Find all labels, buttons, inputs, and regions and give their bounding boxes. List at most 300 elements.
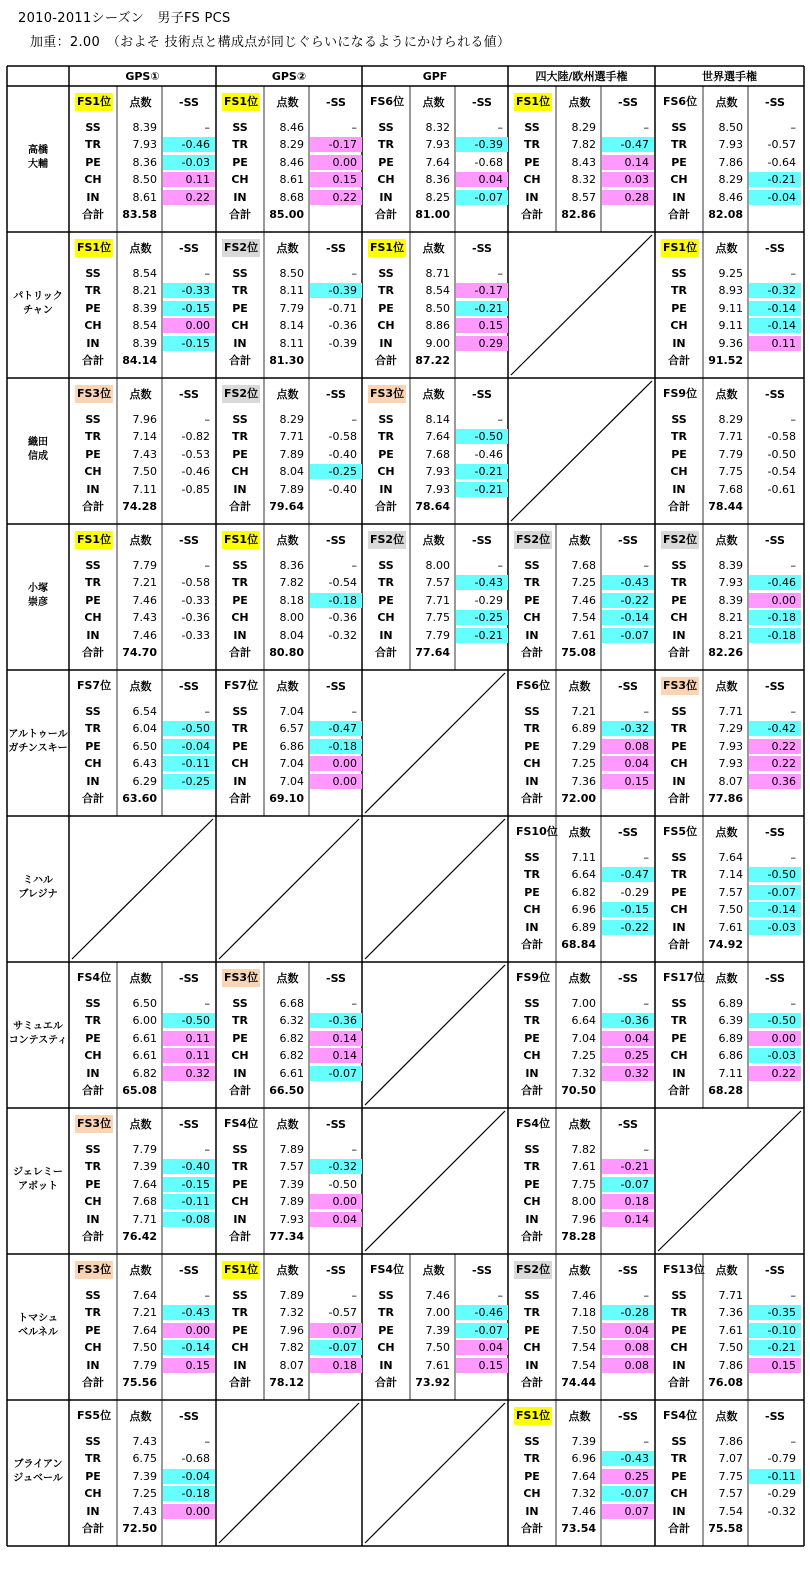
component-diff: 0.04 bbox=[332, 1212, 357, 1226]
no-entry-diagonal bbox=[365, 673, 505, 813]
component-diff: 0.07 bbox=[624, 1504, 649, 1518]
component-label: CH bbox=[231, 1341, 249, 1355]
component-score: 7.93 bbox=[718, 138, 743, 152]
component-diff: 0.15 bbox=[185, 1358, 210, 1372]
component-score: 6.86 bbox=[718, 1049, 743, 1063]
component-score: 7.64 bbox=[132, 1289, 157, 1302]
rank-badge: FS1位 bbox=[661, 239, 699, 257]
component-label: CH bbox=[523, 903, 541, 917]
component-label: SS bbox=[85, 1435, 101, 1448]
component-diff: -0.58 bbox=[328, 430, 357, 444]
component-score: 7.54 bbox=[718, 1504, 743, 1518]
component-score: 6.75 bbox=[132, 1452, 157, 1466]
component-score: 7.50 bbox=[132, 1341, 157, 1355]
component-score: 7.75 bbox=[425, 611, 450, 625]
total-label: 合計 bbox=[229, 1376, 251, 1389]
total-score: 74.92 bbox=[708, 938, 743, 951]
component-label: IN bbox=[379, 482, 393, 496]
component-score: 6.61 bbox=[279, 1066, 304, 1080]
component-diff: 0.15 bbox=[478, 319, 503, 333]
component-diff: 0.00 bbox=[185, 319, 210, 333]
component-score: 7.50 bbox=[425, 1341, 450, 1355]
component-score: 7.46 bbox=[132, 628, 157, 642]
component-label: CH bbox=[670, 611, 688, 625]
total-label: 合計 bbox=[668, 1376, 690, 1389]
component-label: TR bbox=[85, 430, 101, 444]
component-label: CH bbox=[231, 1195, 249, 1209]
component-diff: -0.11 bbox=[181, 757, 210, 771]
component-diff: -0.29 bbox=[767, 1487, 796, 1501]
component-diff: -0.46 bbox=[181, 138, 210, 152]
component-diff: -0.22 bbox=[620, 593, 649, 607]
component-score: 6.64 bbox=[571, 1014, 596, 1028]
component-diff: – bbox=[351, 559, 357, 572]
component-label: IN bbox=[672, 1066, 686, 1080]
component-diff: – bbox=[204, 1435, 210, 1448]
total-score: 74.28 bbox=[122, 500, 157, 513]
component-score: 9.11 bbox=[718, 301, 743, 315]
total-score: 73.92 bbox=[415, 1376, 450, 1389]
total-label: 合計 bbox=[82, 1376, 104, 1389]
rank-badge: FS1位 bbox=[75, 531, 113, 549]
component-diff: -0.46 bbox=[767, 576, 796, 590]
component-label: PE bbox=[378, 1323, 394, 1337]
component-label: PE bbox=[85, 1031, 101, 1045]
component-score: 7.64 bbox=[132, 1177, 157, 1191]
component-label: IN bbox=[672, 774, 686, 788]
component-diff: -0.50 bbox=[767, 1014, 796, 1028]
component-score: 7.79 bbox=[279, 301, 304, 315]
component-score: 6.89 bbox=[718, 1031, 743, 1045]
total-label: 合計 bbox=[521, 1230, 543, 1243]
component-diff: -0.53 bbox=[181, 447, 210, 461]
component-label: IN bbox=[233, 1066, 247, 1080]
component-diff: 0.32 bbox=[624, 1066, 649, 1080]
component-label: SS bbox=[524, 1143, 540, 1156]
component-diff: 0.00 bbox=[185, 1323, 210, 1337]
component-score: 7.96 bbox=[571, 1212, 596, 1226]
component-score: 7.32 bbox=[571, 1487, 596, 1501]
component-score: 7.93 bbox=[279, 1212, 304, 1226]
points-header: 点数 bbox=[129, 1118, 152, 1131]
component-score: 7.29 bbox=[718, 722, 743, 736]
component-label: TR bbox=[524, 576, 540, 590]
component-diff: – bbox=[204, 121, 210, 134]
component-diff: -0.36 bbox=[620, 1014, 649, 1028]
rank-badge: FS3位 bbox=[75, 385, 113, 403]
points-header: 点数 bbox=[422, 1264, 445, 1277]
component-score: 8.00 bbox=[571, 1195, 596, 1209]
minus-ss-header: -SS bbox=[326, 1118, 346, 1131]
component-score: 6.50 bbox=[132, 997, 157, 1010]
minus-ss-header: -SS bbox=[472, 1264, 492, 1277]
component-score: 7.11 bbox=[718, 1066, 743, 1080]
total-score: 75.08 bbox=[561, 646, 596, 659]
rank-badge: FS7位 bbox=[224, 679, 259, 692]
component-diff: 0.22 bbox=[771, 1066, 796, 1080]
component-score: 6.89 bbox=[571, 722, 596, 736]
component-label: SS bbox=[232, 997, 248, 1010]
component-label: IN bbox=[525, 920, 539, 934]
component-diff: -0.50 bbox=[181, 1014, 210, 1028]
minus-ss-header: -SS bbox=[326, 534, 346, 547]
minus-ss-header: -SS bbox=[326, 972, 346, 985]
total-score: 74.70 bbox=[122, 646, 157, 659]
component-score: 7.68 bbox=[132, 1195, 157, 1209]
component-score: 7.07 bbox=[718, 1452, 743, 1466]
component-score: 7.89 bbox=[279, 1143, 304, 1156]
component-diff: 0.11 bbox=[185, 1031, 210, 1045]
component-score: 8.39 bbox=[132, 301, 157, 315]
component-label: SS bbox=[232, 559, 248, 572]
component-diff: -0.32 bbox=[620, 722, 649, 736]
component-diff: -0.43 bbox=[181, 1306, 210, 1320]
component-diff: 0.22 bbox=[185, 190, 210, 204]
component-diff: 0.04 bbox=[624, 1323, 649, 1337]
total-label: 合計 bbox=[668, 792, 690, 805]
component-diff: -0.36 bbox=[328, 1014, 357, 1028]
component-diff: -0.71 bbox=[328, 301, 357, 315]
component-score: 7.64 bbox=[132, 1323, 157, 1337]
component-score: 7.93 bbox=[425, 465, 450, 479]
skater-name-line: パトリック bbox=[13, 291, 63, 302]
total-label: 合計 bbox=[82, 1084, 104, 1097]
total-label: 合計 bbox=[375, 354, 397, 367]
points-header: 点数 bbox=[422, 534, 445, 547]
component-diff: -0.64 bbox=[767, 155, 796, 169]
component-label: IN bbox=[379, 1358, 393, 1372]
component-diff: -0.50 bbox=[767, 868, 796, 882]
component-label: PE bbox=[85, 739, 101, 753]
component-label: SS bbox=[378, 559, 394, 572]
component-score: 7.21 bbox=[132, 1306, 157, 1320]
points-header: 点数 bbox=[129, 534, 152, 547]
component-score: 7.96 bbox=[132, 413, 157, 426]
component-label: TR bbox=[524, 1160, 540, 1174]
skater-name-line: 小塚 bbox=[28, 583, 48, 594]
rank-badge: FS3位 bbox=[75, 1261, 113, 1279]
component-score: 6.96 bbox=[571, 903, 596, 917]
component-score: 7.57 bbox=[718, 885, 743, 899]
total-score: 82.26 bbox=[708, 646, 743, 659]
minus-ss-header: -SS bbox=[326, 96, 346, 109]
component-score: 6.86 bbox=[279, 739, 304, 753]
component-label: IN bbox=[525, 1066, 539, 1080]
component-score: 7.89 bbox=[279, 447, 304, 461]
component-diff: -0.43 bbox=[620, 1452, 649, 1466]
component-score: 7.57 bbox=[718, 1487, 743, 1501]
rank-badge: FS5位 bbox=[663, 825, 698, 838]
component-label: SS bbox=[671, 997, 687, 1010]
component-diff: – bbox=[497, 121, 503, 134]
no-entry-diagonal bbox=[365, 965, 505, 1105]
rank-badge: FS6位 bbox=[370, 95, 405, 108]
component-score: 6.82 bbox=[279, 1031, 304, 1045]
component-label: TR bbox=[671, 576, 687, 590]
total-label: 合計 bbox=[229, 792, 251, 805]
skater-name-line: ブライアン bbox=[13, 1459, 63, 1470]
component-diff: -0.79 bbox=[767, 1452, 796, 1466]
component-diff: -0.57 bbox=[767, 138, 796, 152]
component-score: 8.50 bbox=[425, 301, 450, 315]
rank-badge: FS2位 bbox=[514, 1261, 552, 1279]
component-score: 6.61 bbox=[132, 1031, 157, 1045]
component-diff: – bbox=[351, 267, 357, 280]
component-score: 6.04 bbox=[132, 722, 157, 736]
component-score: 6.50 bbox=[132, 739, 157, 753]
component-score: 8.46 bbox=[279, 121, 304, 134]
component-diff: -0.25 bbox=[328, 465, 357, 479]
component-label: CH bbox=[231, 319, 249, 333]
rank-badge: FS10位 bbox=[516, 825, 558, 838]
minus-ss-header: -SS bbox=[765, 388, 785, 401]
skater-name-line: 高橋 bbox=[28, 145, 48, 156]
rank-badge: FS2位 bbox=[514, 531, 552, 549]
component-label: CH bbox=[84, 1049, 102, 1063]
rank-badge: FS1位 bbox=[222, 531, 260, 549]
total-score: 78.12 bbox=[269, 1376, 304, 1389]
component-diff: -0.21 bbox=[767, 1341, 796, 1355]
component-score: 7.71 bbox=[718, 1289, 743, 1302]
component-diff: -0.68 bbox=[181, 1452, 210, 1466]
rank-badge: FS4位 bbox=[516, 1117, 551, 1130]
points-header: 点数 bbox=[715, 1264, 738, 1277]
component-label: PE bbox=[524, 593, 540, 607]
points-header: 点数 bbox=[276, 242, 299, 255]
component-diff: -0.32 bbox=[767, 1504, 796, 1518]
points-header: 点数 bbox=[715, 972, 738, 985]
component-diff: -0.39 bbox=[328, 336, 357, 350]
component-diff: -0.21 bbox=[474, 628, 503, 642]
component-label: SS bbox=[85, 121, 101, 134]
component-score: 7.39 bbox=[132, 1469, 157, 1483]
component-score: 7.93 bbox=[425, 138, 450, 152]
component-label: SS bbox=[524, 851, 540, 864]
component-diff: – bbox=[643, 1435, 649, 1448]
component-score: 8.21 bbox=[718, 628, 743, 642]
component-score: 8.57 bbox=[571, 190, 596, 204]
component-diff: -0.85 bbox=[181, 482, 210, 496]
component-score: 7.82 bbox=[571, 138, 596, 152]
skater-name-line: 信成 bbox=[28, 451, 48, 462]
component-score: 8.04 bbox=[279, 465, 304, 479]
component-label: CH bbox=[670, 1487, 688, 1501]
component-diff: – bbox=[643, 1143, 649, 1156]
component-diff: -0.46 bbox=[474, 447, 503, 461]
rank-badge: FS7位 bbox=[77, 679, 112, 692]
total-label: 合計 bbox=[375, 646, 397, 659]
points-header: 点数 bbox=[129, 1410, 152, 1423]
component-label: CH bbox=[231, 1049, 249, 1063]
component-label: PE bbox=[524, 1469, 540, 1483]
component-diff: -0.04 bbox=[181, 739, 210, 753]
total-label: 合計 bbox=[229, 500, 251, 513]
component-label: CH bbox=[523, 611, 541, 625]
skater-name bbox=[7, 1166, 69, 1194]
component-diff: – bbox=[204, 997, 210, 1010]
rank-badge: FS2位 bbox=[368, 531, 406, 549]
component-label: SS bbox=[85, 705, 101, 718]
skater-name-line: チャン bbox=[23, 305, 53, 316]
component-score: 7.68 bbox=[571, 559, 596, 572]
component-label: TR bbox=[524, 722, 540, 736]
component-score: 7.25 bbox=[571, 757, 596, 771]
component-diff: -0.14 bbox=[767, 903, 796, 917]
total-label: 合計 bbox=[668, 1522, 690, 1535]
component-score: 8.61 bbox=[132, 190, 157, 204]
component-diff: – bbox=[204, 559, 210, 572]
component-diff: -0.14 bbox=[767, 301, 796, 315]
component-label: SS bbox=[671, 121, 687, 134]
component-score: 7.46 bbox=[425, 1289, 450, 1302]
component-score: 6.61 bbox=[132, 1049, 157, 1063]
total-label: 合計 bbox=[668, 354, 690, 367]
component-label: SS bbox=[85, 413, 101, 426]
total-score: 84.14 bbox=[122, 354, 157, 367]
component-label: IN bbox=[233, 482, 247, 496]
component-label: SS bbox=[232, 413, 248, 426]
total-score: 82.86 bbox=[561, 208, 596, 221]
component-score: 6.64 bbox=[571, 868, 596, 882]
component-label: PE bbox=[232, 447, 248, 461]
total-label: 合計 bbox=[521, 938, 543, 951]
component-label: PE bbox=[85, 1469, 101, 1483]
component-label: SS bbox=[378, 121, 394, 134]
component-label: IN bbox=[86, 628, 100, 642]
component-label: TR bbox=[232, 576, 248, 590]
component-label: TR bbox=[378, 576, 394, 590]
component-diff: – bbox=[204, 705, 210, 718]
component-label: PE bbox=[524, 1323, 540, 1337]
total-score: 66.50 bbox=[269, 1084, 304, 1097]
rank-badge: FS1位 bbox=[222, 1261, 260, 1279]
component-diff: -0.18 bbox=[767, 611, 796, 625]
rank-badge: FS4位 bbox=[77, 971, 112, 984]
component-label: PE bbox=[85, 301, 101, 315]
component-label: PE bbox=[378, 447, 394, 461]
component-score: 7.11 bbox=[132, 482, 157, 496]
component-diff: -0.07 bbox=[620, 1177, 649, 1191]
component-label: IN bbox=[525, 1358, 539, 1372]
total-label: 合計 bbox=[668, 938, 690, 951]
component-score: 8.21 bbox=[132, 284, 157, 298]
total-score: 87.22 bbox=[415, 354, 450, 367]
component-diff: -0.32 bbox=[328, 628, 357, 642]
points-header: 点数 bbox=[568, 826, 591, 839]
total-label: 合計 bbox=[229, 208, 251, 221]
component-diff: – bbox=[790, 705, 796, 718]
points-header: 点数 bbox=[276, 534, 299, 547]
component-label: CH bbox=[670, 1049, 688, 1063]
no-entry-diagonal bbox=[219, 819, 359, 959]
component-score: 7.64 bbox=[425, 155, 450, 169]
component-diff: -0.32 bbox=[328, 1160, 357, 1174]
component-label: SS bbox=[378, 413, 394, 426]
rank-badge: FS2位 bbox=[222, 385, 260, 403]
minus-ss-header: -SS bbox=[765, 680, 785, 693]
component-diff: 0.25 bbox=[624, 1049, 649, 1063]
component-score: 7.79 bbox=[425, 628, 450, 642]
component-score: 7.93 bbox=[718, 739, 743, 753]
component-diff: -0.18 bbox=[328, 593, 357, 607]
component-score: 7.93 bbox=[425, 482, 450, 496]
component-diff: -0.40 bbox=[328, 447, 357, 461]
total-score: 76.42 bbox=[122, 1230, 157, 1243]
component-score: 8.29 bbox=[279, 413, 304, 426]
component-diff: -0.10 bbox=[767, 1323, 796, 1337]
component-label: TR bbox=[85, 722, 101, 736]
component-diff: -0.47 bbox=[620, 868, 649, 882]
component-score: 7.46 bbox=[571, 593, 596, 607]
component-diff: -0.18 bbox=[767, 628, 796, 642]
component-diff: -0.18 bbox=[181, 1487, 210, 1501]
component-label: CH bbox=[84, 1341, 102, 1355]
component-diff: -0.17 bbox=[474, 284, 503, 298]
minus-ss-header: -SS bbox=[179, 680, 199, 693]
total-label: 合計 bbox=[668, 646, 690, 659]
component-diff: – bbox=[643, 705, 649, 718]
component-label: PE bbox=[85, 155, 101, 169]
minus-ss-header: -SS bbox=[472, 242, 492, 255]
component-diff: -0.07 bbox=[328, 1066, 357, 1080]
component-score: 7.21 bbox=[571, 705, 596, 718]
component-score: 7.32 bbox=[279, 1306, 304, 1320]
minus-ss-header: -SS bbox=[179, 242, 199, 255]
component-score: 6.89 bbox=[571, 920, 596, 934]
component-score: 8.61 bbox=[279, 173, 304, 187]
component-diff: 0.29 bbox=[478, 336, 503, 350]
component-label: CH bbox=[523, 1195, 541, 1209]
no-entry-diagonal bbox=[365, 819, 505, 959]
component-diff: – bbox=[497, 413, 503, 426]
total-label: 合計 bbox=[521, 1376, 543, 1389]
component-score: 7.25 bbox=[571, 1049, 596, 1063]
skater-name-line: ミハル bbox=[23, 875, 53, 886]
rank-badge: FS1位 bbox=[368, 239, 406, 257]
component-label: IN bbox=[233, 628, 247, 642]
component-label: SS bbox=[671, 851, 687, 864]
skater-name-line: ジェレミー bbox=[13, 1167, 63, 1178]
component-diff: – bbox=[790, 1289, 796, 1302]
component-score: 8.86 bbox=[425, 319, 450, 333]
component-diff: -0.57 bbox=[328, 1306, 357, 1320]
component-label: TR bbox=[232, 138, 248, 152]
component-label: CH bbox=[523, 1487, 541, 1501]
component-diff: -0.28 bbox=[620, 1306, 649, 1320]
component-score: 8.71 bbox=[425, 267, 450, 280]
component-score: 7.82 bbox=[279, 576, 304, 590]
component-diff: -0.07 bbox=[474, 1323, 503, 1337]
rank-badge: FS1位 bbox=[222, 93, 260, 111]
component-score: 9.36 bbox=[718, 336, 743, 350]
rank-badge: FS5位 bbox=[77, 1409, 112, 1422]
component-diff: 0.04 bbox=[478, 173, 503, 187]
component-diff: – bbox=[790, 851, 796, 864]
component-diff: -0.18 bbox=[328, 739, 357, 753]
component-label: CH bbox=[84, 319, 102, 333]
component-score: 7.71 bbox=[718, 430, 743, 444]
component-diff: -0.14 bbox=[767, 319, 796, 333]
points-header: 点数 bbox=[276, 96, 299, 109]
total-label: 合計 bbox=[375, 1376, 397, 1389]
component-label: CH bbox=[231, 757, 249, 771]
component-score: 7.82 bbox=[571, 1143, 596, 1156]
component-label: IN bbox=[672, 190, 686, 204]
component-label: SS bbox=[524, 559, 540, 572]
component-diff: 0.00 bbox=[332, 155, 357, 169]
rank-badge: FS6位 bbox=[663, 95, 698, 108]
points-header: 点数 bbox=[276, 972, 299, 985]
